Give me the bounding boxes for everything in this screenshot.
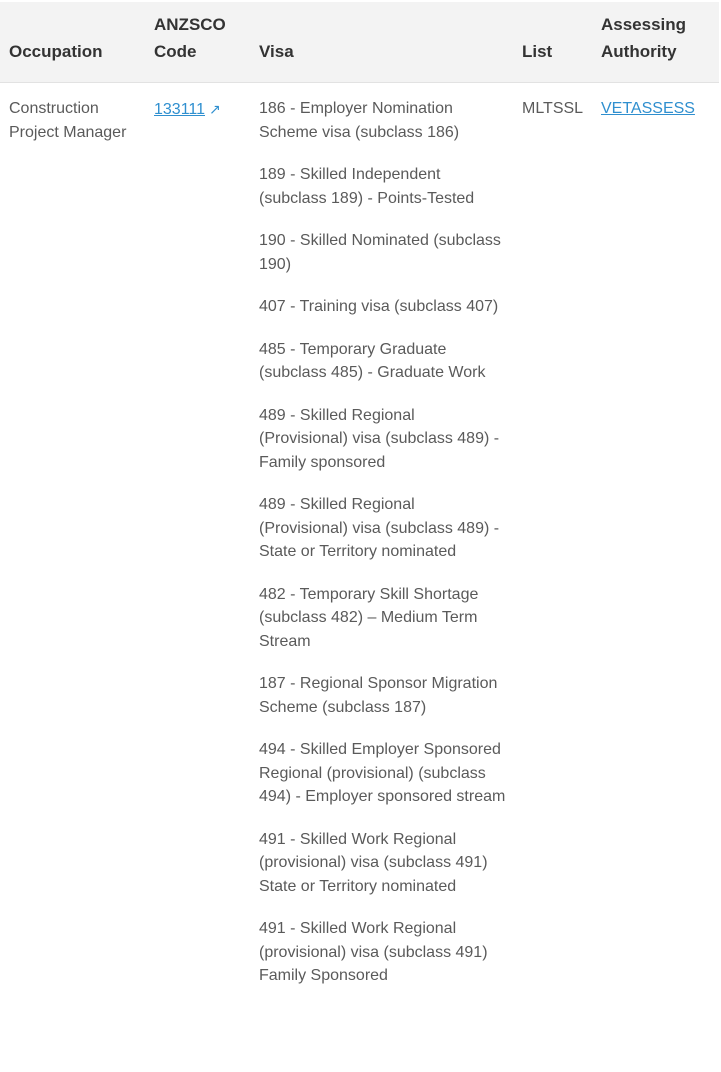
visa-item: 494 - Skilled Employer Sponsored Regional (provisional) (subclass 494) - Employer sponsored stream <box>259 741 506 805</box>
visa-item: 407 - Training visa (subclass 407) <box>259 298 499 315</box>
visa-item: 489 - Skilled Regional (Provisional) visa (subclass 489) - State or Territory nominated <box>259 496 500 560</box>
header-assessing-authority <box>601 11 711 65</box>
cell-list <box>522 97 583 121</box>
list-value: MLTSSL <box>522 100 584 117</box>
header-visa-label: Visa <box>259 42 294 61</box>
visa-item: 189 - Skilled Independent (subclass 189) - Points-Tested <box>259 166 475 207</box>
assessing-authority-link[interactable]: VETASSESS <box>601 100 695 117</box>
header-list <box>522 38 552 65</box>
visa-item: 186 - Employer Nomination Scheme visa (subclass 186) <box>259 100 460 141</box>
table-header-row <box>0 2 719 83</box>
visa-list <box>259 97 507 1007</box>
visa-item: 482 - Temporary Skill Shortage (subclass 482) – Medium Term Stream <box>259 585 479 650</box>
header-list-label: List <box>522 42 553 61</box>
visa-item: 485 - Temporary Graduate (subclass 485) - Graduate Work <box>259 340 486 381</box>
visa-item: 491 - Skilled Work Regional (provisional) visa (subclass 491) State or Territory nominated <box>259 830 488 895</box>
header-code-label: Code <box>154 42 197 61</box>
header-visa <box>259 38 294 65</box>
visa-item: 491 - Skilled Work Regional (provisional) visa (subclass 491) Family Sponsored <box>259 920 488 984</box>
header-occupation <box>9 38 103 65</box>
external-link-icon: ↗ <box>209 101 221 117</box>
occupation-name-line2: Project Manager <box>9 124 127 141</box>
cell-occupation <box>9 97 144 145</box>
visa-item: 489 - Skilled Regional (Provisional) visa (subclass 489) - Family sponsored <box>259 406 500 471</box>
anzsco-code-link[interactable] <box>154 101 221 118</box>
cell-anzsco-code <box>154 97 221 122</box>
header-anzsco-label: ANZSCO <box>154 15 226 34</box>
anzsco-code-text: 133111 <box>154 101 206 118</box>
visa-item: 187 - Regional Sponsor Migration Scheme (subclass 187) <box>259 675 498 716</box>
header-authority-label: Authority <box>601 42 677 61</box>
header-occupation-label: Occupation <box>9 42 103 61</box>
cell-assessing-authority <box>601 97 695 121</box>
occupation-name-line1: Construction <box>9 100 99 117</box>
visa-item: 190 - Skilled Nominated (subclass 190) <box>259 232 501 273</box>
header-anzsco-code <box>154 11 244 65</box>
header-assessing-label: Assessing <box>601 15 687 34</box>
